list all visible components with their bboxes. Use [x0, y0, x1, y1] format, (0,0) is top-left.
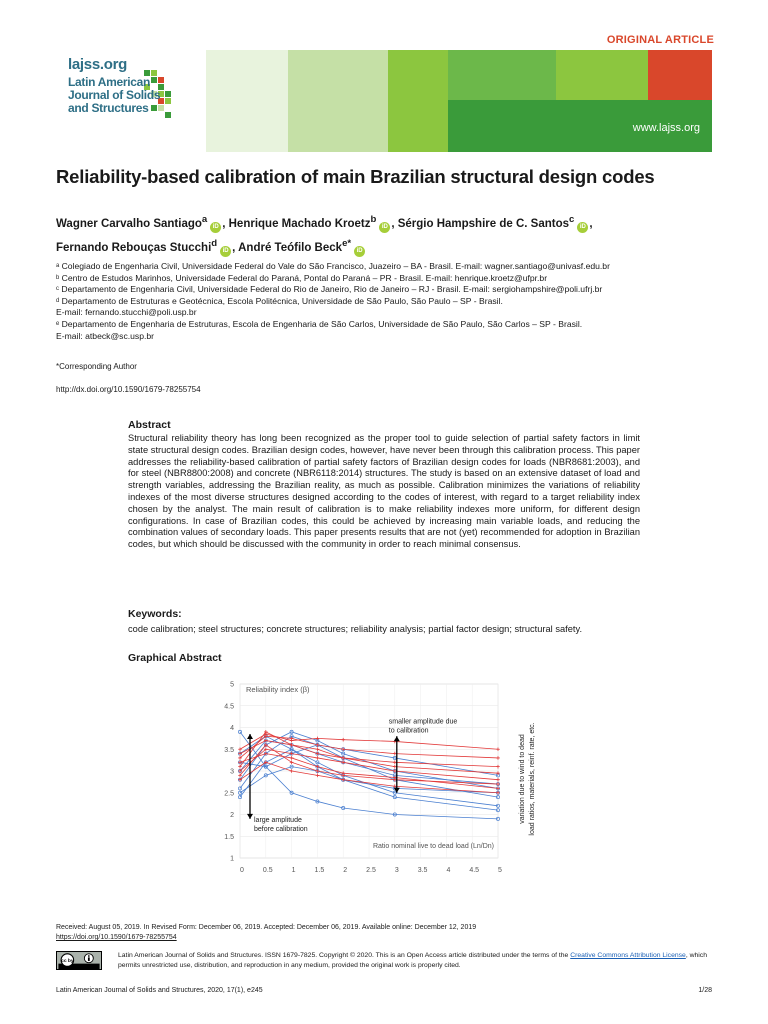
- x-tick-label: 3.5: [417, 867, 428, 874]
- author-5: André Teófilo Beck$^{e*}$iD: [238, 242, 366, 254]
- paper-title: Reliability-based calibration of main Brazilian structural design codes: [56, 166, 655, 187]
- author-list: [56, 210, 736, 258]
- x-axis-label: Ratio nominal live to dead load (Ln/Dn): [372, 843, 494, 850]
- author-1: Wagner Carvalho Santiago$^a$iD ,: [56, 218, 229, 230]
- y-tick-label: 1.5: [224, 833, 234, 841]
- x-tick-label: 2.5: [366, 867, 376, 874]
- annotation-smaller-amplitude: smaller amplitude due to calibration: [388, 718, 458, 735]
- orcid-icon[interactable]: iD: [220, 246, 231, 257]
- affiliation-d: ᵈ Departamento de Estruturas e Geotécnica, Escola Politécnica, Universidade de São Paulo, São Paulo – SP - Brasil.: [56, 295, 503, 306]
- logo-name: lajss.org: [68, 56, 127, 73]
- banner-block-5: [448, 50, 556, 100]
- x-tick-label: 5: [498, 867, 502, 874]
- author-2: Henrique Machado Kroetz$^b$iD ,: [229, 218, 398, 230]
- banner-block-2: [288, 50, 388, 152]
- y-tick-label: 2: [230, 812, 234, 819]
- graphical-abstract-heading: Graphical Abstract: [128, 652, 222, 664]
- page-number: 1/28: [698, 987, 712, 994]
- x-tick-label: 4: [446, 867, 451, 874]
- orcid-icon[interactable]: iD: [210, 222, 221, 233]
- annotation-variation: variation due to wind to dead load ratios, materials, reinf. rate, etc.: [519, 722, 536, 836]
- article-type-label: ORIGINAL ARTICLE: [606, 34, 714, 46]
- affiliations: [56, 261, 736, 342]
- keywords-heading: Keywords:: [128, 608, 182, 620]
- y-tick-label: 5: [230, 681, 234, 689]
- graphical-abstract-chart: [226, 676, 556, 882]
- y-tick-label: 4.5: [224, 703, 234, 711]
- keywords-text: code calibration; steel structures; concrete structures; reliability analysis; partial factor design; structural safety.: [128, 624, 583, 634]
- x-tick-label: 3: [394, 867, 399, 874]
- affiliation-a: ᵃ Colegiado de Engenharia Civil, Universidade Federal do Vale do São Francisco, Juazeiro – BA - Brasil. E-mail: wagner.santiago@univasf.edu.br: [56, 261, 610, 271]
- x-tick-label: 0.5: [262, 867, 273, 874]
- affiliation-e-email: E-mail: atbeck@sc.usp.br: [56, 330, 155, 341]
- journal-reference: Latin American Journal of Solids and Structures, 2020, 17(1), e245: [56, 987, 263, 994]
- cc-label: cc by: [61, 958, 74, 964]
- author-4: Fernando Rebouças Stucchi$^d$iD ,: [56, 242, 238, 254]
- y-tick-label: 3: [230, 768, 234, 776]
- chart-title: Reliability index (β): [246, 685, 310, 694]
- y-tick-label: 3.5: [224, 746, 234, 754]
- abstract-heading: Abstract: [128, 419, 171, 431]
- affiliation-e: ᵉ Departamento de Engenharia de Estruturas, Escola de Engenharia de São Carlos, Universidade de São Paulo, São Carlos – SP - Brasil.: [56, 318, 583, 329]
- corresponding-author-note: *Corresponding Author: [56, 362, 137, 371]
- banner-block-3: [388, 50, 448, 152]
- x-tick-label: 0: [240, 867, 244, 874]
- orcid-icon[interactable]: iD: [577, 222, 588, 233]
- x-tick-label: 4.5: [469, 867, 480, 874]
- logo-subtitle: [68, 76, 160, 115]
- affiliation-c: ᶜ Departamento de Engenharia Civil, Universidade Federal do Rio de Janeiro, Rio de Janeiro – RJ - Brasil. E-mail: sergiohampshire@poli.ufrj.br: [56, 284, 603, 295]
- banner-block-1: [206, 50, 288, 152]
- y-tick-label: 2.5: [224, 790, 234, 798]
- cc-license-link[interactable]: Creative Commons Attribution License: [570, 952, 686, 959]
- x-tick-label: 1: [291, 867, 296, 874]
- logo-line-2: Journal of Solids: [68, 88, 161, 102]
- author-3: Sérgio Hampshire de C. Santos$^c$iD ,: [398, 218, 593, 230]
- logo-line-1: Latin American: [68, 75, 151, 89]
- orcid-icon[interactable]: iD: [354, 246, 365, 257]
- footer-doi-link[interactable]: https://doi.org/10.1590/1679-78255754: [56, 934, 177, 941]
- affiliation-b: ᵇ Centro de Estudos Marinhos, Universidade Federal do Paraná, Pontal do Paraná – PR - Brasil. E-mail: henrique.kroetz@ufpr.br: [56, 272, 548, 283]
- doi-link[interactable]: http://dx.doi.org/10.1590/1679-78255754: [56, 385, 201, 394]
- annotation-large-amplitude: large amplitude before calibration: [254, 816, 308, 833]
- logo-line-3: and Structures: [68, 101, 149, 115]
- affiliation-d-email: E-mail: fernando.stucchi@poli.usp.br: [56, 307, 197, 318]
- y-tick-label: 4: [230, 725, 234, 732]
- banner-block-7: [648, 50, 712, 100]
- license-text: Latin American Journal of Solids and Structures. ISSN 1679-7825. Copyright © 2020. This is an Open Access article distributed under the terms of the Creative Commons Attribution License, which permits unrestricted use, distribution, and reproduction in any medium, provided the original work is properly cited.: [118, 952, 707, 969]
- journal-url[interactable]: www.lajss.org: [632, 122, 700, 134]
- received-dates: Received: August 05, 2019. In Revised Form: December 06, 2019. Accepted: December 06, 2019. Available online: December 12, 2019: [56, 924, 477, 931]
- y-tick-label: 1: [230, 855, 234, 863]
- abstract-text: Structural reliability theory has long been recognized as the proper tool to guide selection of partial safety factors in limit state structural design codes. Brazilian design codes, however, have never been through this calibration process. This paper addresses the reliability-based calibration of partial safety factors of Brazilian design codes for loads (NBR8681:2003), and for steel (NBR8800:2008) and concrete (NBR6118:2014) structures. The study is based on an extensive dataset of load and strength variables, addressing the Brazilian reality, as much as possible. Calibration minimizes the variations of reliability indexes of the most diverse structures designed according to the codes of interest, with regard to a target reliability index chosen by the analyst. The main result of calibration is to make reliability indexes more uniform, for different design configurations. In case of Brazilian codes, this could be achieved by increasing main variable loads, and reducing the combination values of secondary loads. This paper presents results that are not (yet) recommended for adoption in Brazilian codes, but which should be discussed with the community in order to reach minimal consensus.: [128, 433, 640, 550]
- x-tick-label: 2: [343, 867, 348, 874]
- cc-by-license-icon[interactable]: [56, 951, 102, 970]
- banner-block-6: [556, 50, 648, 100]
- orcid-icon[interactable]: iD: [379, 222, 390, 233]
- x-tick-label: 1.5: [314, 867, 325, 874]
